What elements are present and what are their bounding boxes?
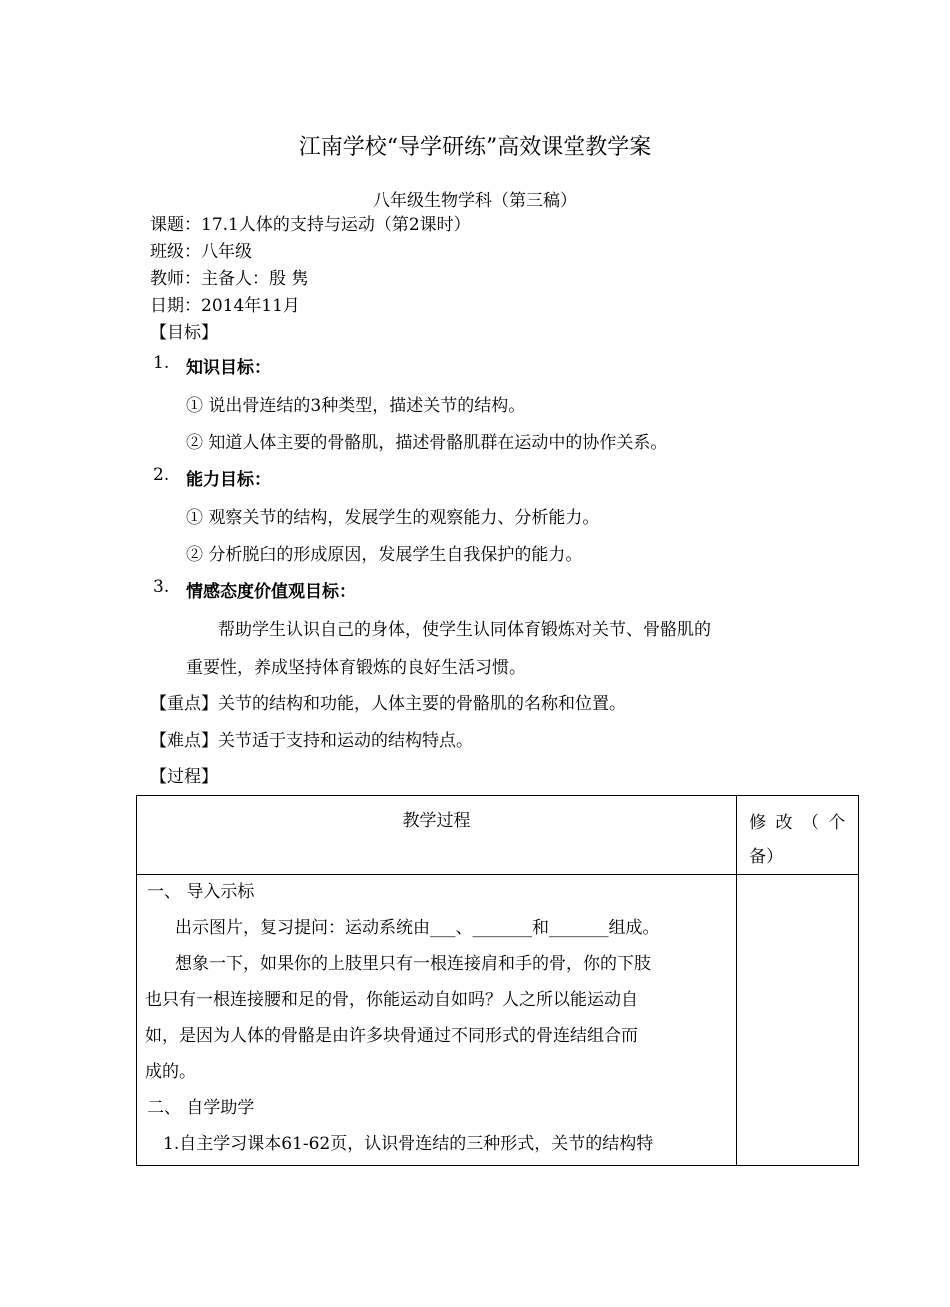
goal-3-text-line-2: 重要性，养成坚持体育锻炼的良好生活习惯。 bbox=[186, 658, 526, 678]
content-line: 成的。 bbox=[145, 1062, 196, 1082]
content-line: 想象一下，如果你的上肢里只有一根连接肩和手的骨，你的下肢 bbox=[175, 954, 651, 974]
content-line: 如，是因为人体的骨骼是由许多块骨通过不同形式的骨连结组合而 bbox=[145, 1026, 638, 1046]
section-2-heading: 二、 自学助学 bbox=[147, 1098, 255, 1118]
content-line: 出示图片，复习提问：运动系统由___、_______和_______组成。 bbox=[175, 918, 660, 938]
teaching-process-content bbox=[137, 875, 737, 1166]
goal-3-number: 3. bbox=[153, 577, 170, 597]
process-table bbox=[136, 795, 859, 1166]
document-subtitle: 八年级生物学科（第三稿） bbox=[373, 191, 577, 211]
goal-2-title: 能力目标： bbox=[186, 470, 271, 490]
process-heading: 【过程】 bbox=[150, 767, 218, 787]
goal-3-title: 情感态度价值观目标： bbox=[186, 582, 356, 602]
difficulties: 【难点】关节适于支持和运动的结构特点。 bbox=[150, 731, 473, 751]
date-line: 日期：2014年11月 bbox=[150, 296, 300, 316]
content-line: 1.自主学习课本61-62页，认识骨连结的三种形式，关节的结构特 bbox=[163, 1134, 654, 1154]
table-header-row bbox=[137, 796, 859, 875]
goal-2-item-1: ① 观察关节的结构，发展学生的观察能力、分析能力。 bbox=[186, 508, 600, 528]
goal-1-item-1: ① 说出骨连结的3种类型，描述关节的结构。 bbox=[186, 396, 526, 416]
goals-heading: 【目标】 bbox=[150, 323, 218, 343]
goal-1-item-2: ② 知道人体主要的骨骼肌，描述骨骼肌群在运动中的协作关系。 bbox=[186, 433, 668, 453]
section-1-heading: 一、 导入示标 bbox=[147, 882, 255, 902]
content-line: 也只有一根连接腰和足的骨，你能运动自如吗？人之所以能运动自 bbox=[145, 990, 638, 1010]
revision-header-line-1: 修 改 （ 个 bbox=[749, 813, 848, 833]
class-line: 班级：八年级 bbox=[150, 242, 252, 262]
revision-content bbox=[737, 875, 859, 1166]
teacher-line: 教师：主备人：殷 隽 bbox=[150, 269, 309, 289]
goal-1-title: 知识目标： bbox=[186, 358, 271, 378]
document-title: 江南学校“导学研练”高效课堂教学案 bbox=[298, 135, 652, 160]
goal-1-number: 1. bbox=[153, 353, 170, 373]
goal-2-number: 2. bbox=[153, 465, 170, 485]
key-points: 【重点】关节的结构和功能，人体主要的骨骼肌的名称和位置。 bbox=[150, 694, 626, 714]
topic-line: 课题：17.1人体的支持与运动（第2课时） bbox=[150, 215, 471, 235]
table-body-row bbox=[137, 875, 859, 1166]
revision-header-line-2: 备） bbox=[749, 847, 784, 867]
goal-3-text-line-1: 帮助学生认识自己的身体，使学生认同体育锻炼对关节、骨骼肌的 bbox=[218, 620, 711, 640]
goal-2-item-2: ② 分析脱臼的形成原因，发展学生自我保护的能力。 bbox=[186, 545, 583, 565]
revision-header bbox=[737, 796, 859, 875]
teaching-process-header: 教学过程 bbox=[137, 796, 737, 875]
